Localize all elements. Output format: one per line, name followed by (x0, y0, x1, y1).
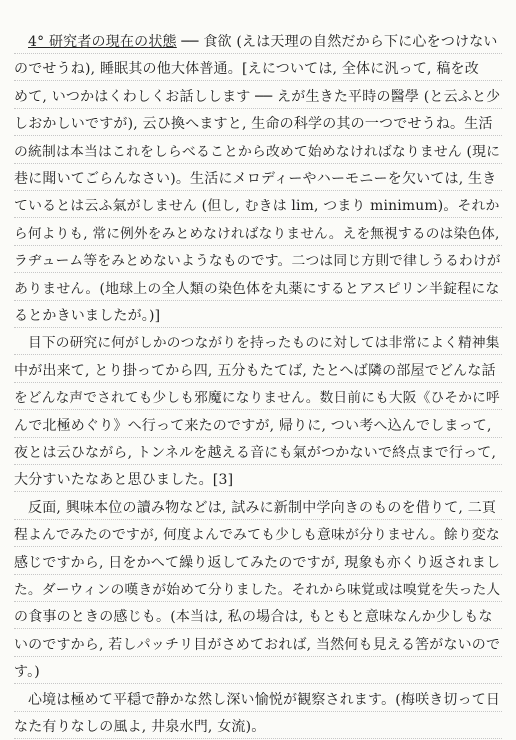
text-segment: 4° 研究者の現在の (28, 34, 149, 50)
line-text: しおかしいですが), 云ひ換へますと, 生命の科学の其の一つでせうね。生活 (14, 116, 493, 133)
text-line (0, 715, 265, 740)
line-text: をどんな声でされても少しも邪魔になりません。数日前にも大阪《ひそかに呼 (14, 390, 500, 407)
text-segment: 状態 (148, 34, 177, 50)
line-text: た。ダーウィンの嘆きが始めて分りました。それから味覚或は嗅覚を失った人 (14, 582, 501, 598)
line-text: 大分すいたなあと思ひました。[3] (14, 472, 234, 489)
line-text: 夜とは云ひながら, トンネルを越える音にも氣がつかないで終点まで行って, (14, 445, 497, 461)
line-text: 心境は極めて平穏で静かな然し深い愉悦が観察されます。(梅咲き切って日 (28, 691, 501, 708)
text-line (0, 112, 493, 137)
text-line (0, 304, 160, 329)
text-line (0, 57, 479, 82)
text-line (0, 605, 493, 630)
ruled-line (14, 682, 502, 684)
text-line (0, 551, 500, 576)
line-text: 巷に聞いてごらんなさい)。生活にメロディーやハーモニーを欠いては, 生き (14, 171, 497, 187)
text-line (0, 85, 500, 110)
line-text: のでせうね), 睡眠其の他大体普通。[えについては, 全体に汎って, 稿を改 (14, 61, 479, 78)
text-line (0, 468, 233, 493)
line-text: んで北極めぐり》へ行って来たのですが, 帰りに, つい考へ込んでしまって, (14, 417, 492, 434)
text-line (0, 441, 496, 466)
text-line (0, 578, 500, 603)
line-text: ているとは云ふ氣がしません (但し, むきは lim, つまり minimum)。それか (14, 198, 500, 215)
line-text: なた有りなしの風よ, 井泉水門, 女流)。 (14, 719, 266, 735)
text-segment: ── 食欲 (えは天理の自然だから下に心をつけない (176, 34, 498, 50)
line-text: 中が出来て, とり掛ってから四, 五分もたてば, たとへば隣の部屋でどんな話 (14, 362, 496, 379)
text-line (0, 194, 500, 219)
text-line (0, 496, 496, 521)
text-line (0, 249, 501, 274)
text-line (0, 386, 500, 411)
text-line (0, 633, 500, 658)
text-line (0, 277, 500, 302)
line-text: の食事のときの感じも。(本当は, 私の場合は, もともと意味なんか少しもな (14, 609, 493, 626)
line-text: ありません。(地球上の全人類の染色体を丸薬にするとアスピリン半錠程にな (14, 280, 500, 297)
line-text: めて, いつかはくわしくお話しします ── えが生きた平時の醫學 (と云ふと少 (14, 88, 501, 105)
text-line (0, 359, 496, 384)
line-text: 目下の研究に何がしかのつながりを持ったものに対しては非常によく精神集 (28, 335, 500, 352)
line-text: す。) (14, 664, 40, 681)
line-text: の統制は本当はこれをしらべることから改めて始めなければなりません (現に (14, 143, 501, 160)
text-line (0, 523, 500, 548)
text-line (0, 660, 40, 685)
text-line (0, 167, 496, 192)
text-line (0, 688, 500, 713)
line-text: いのですから, 若しパッチリ目がさめておれば, 当然何も見える筈がないので (14, 636, 501, 653)
text-line (0, 331, 500, 356)
text-line (0, 222, 500, 247)
line-text: ラヂューム等をみとめないようなものです。二つは同じ方則で律しうるわけが (14, 253, 501, 270)
line-text: 反面, 興味本位の讀み物などは, 試みに新制中学向きのものを借りて, 二頁 (28, 499, 497, 516)
line-text: るとかきいましたが。)] (14, 308, 161, 324)
line-text: ら何よりも, 常に例外をみとめなければなりません。えを無視するのは染色体, (14, 225, 500, 242)
text-line (0, 414, 492, 439)
line-text: 感じですから, 日をかへて繰り返してみたのですが, 現象も亦くり返されまし (14, 554, 501, 571)
line-text: 程よんでみたのですが, 何度よんでみても少しも意味が分りません。餘り変な (14, 527, 500, 544)
text-line (0, 140, 500, 165)
text-line (0, 30, 498, 55)
